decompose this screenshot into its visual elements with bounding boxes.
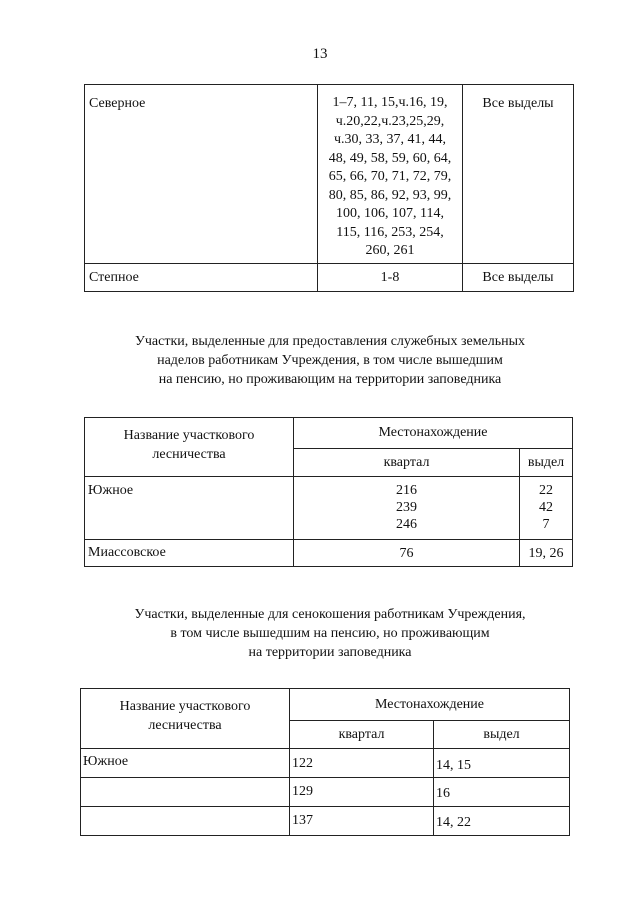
cell-vydel (434, 778, 570, 807)
header-vydel (434, 721, 570, 749)
kvartal-value: 122 (292, 756, 313, 771)
cell-kvartal (318, 85, 463, 264)
heading-line: в том числе вышедшим на пенсию, но проживающим (170, 626, 490, 641)
table-row (85, 540, 573, 567)
table-row (85, 85, 574, 264)
cell-name (85, 85, 318, 264)
kvartal-value: 76 (399, 546, 414, 561)
header-kvartal (290, 721, 434, 749)
cell-vydel (520, 540, 573, 567)
cell-name (85, 264, 318, 292)
kvartal-line: 48, 49, 58, 59, 60, 64, (328, 150, 452, 166)
cell-vydel (463, 85, 574, 264)
header-location (290, 689, 570, 721)
vydel-value: 7 (542, 517, 550, 532)
cell-kvartal (318, 264, 463, 292)
forestry-name: Северное (89, 96, 146, 111)
section-heading-service-plots (60, 332, 600, 389)
forestry-name (81, 778, 289, 781)
cell-kvartal (294, 540, 520, 567)
kvartal-value: 137 (292, 813, 313, 828)
table-service-plots (84, 417, 573, 567)
header-kvartal (294, 449, 520, 477)
cell-vydel (520, 477, 573, 540)
kvartal-line: 100, 106, 107, 114, (336, 206, 444, 221)
kvartal-line: ч.30, 33, 37, 41, 44, (333, 132, 447, 147)
header-kvartal-text: квартал (338, 726, 385, 742)
heading-line: на территории заповедника (248, 645, 412, 660)
cell-name (81, 807, 290, 836)
kvartal-value: 129 (292, 784, 313, 799)
table-row (81, 778, 570, 807)
cell-name (85, 540, 294, 567)
header-location-text: Местонахождение (378, 425, 488, 440)
cell-vydel (463, 264, 574, 292)
kvartal-line: 1–7, 11, 15,ч.16, 19, (332, 95, 448, 110)
cell-kvartal (290, 778, 434, 807)
kvartal-line: 260, 261 (365, 243, 415, 258)
header-vydel (520, 449, 573, 477)
table-haymaking-plots (80, 688, 570, 836)
cell-kvartal (294, 477, 520, 540)
vydel-value: 14, 15 (436, 758, 471, 773)
header-location-text: Местонахождение (374, 696, 484, 712)
table-row (81, 749, 570, 778)
forestry-name: Степное (89, 270, 139, 285)
kvartal-value: 1-8 (380, 270, 400, 285)
cell-kvartal (290, 807, 434, 836)
kvartal-value: 239 (396, 500, 417, 515)
header-vydel-text: выдел (483, 726, 520, 742)
table-row (85, 477, 573, 540)
kvartal-value: 216 (396, 483, 417, 498)
cell-vydel (434, 749, 570, 778)
kvartal-line: 65, 66, 70, 71, 72, 79, (328, 169, 452, 184)
heading-line: наделов работникам Учреждения, в том числе вышедшим (157, 353, 503, 368)
header-vydel-text: выдел (527, 454, 565, 470)
cell-name (81, 778, 290, 807)
kvartal-line: ч.20,22,ч.23,25,29, (335, 113, 445, 129)
vydel-value: 19, 26 (528, 546, 564, 561)
header-name (81, 689, 290, 749)
table-forestry-sections (84, 84, 574, 292)
vydel-value: Все выделы (482, 270, 554, 285)
heading-line: на пенсию, но проживающим на территории заповедника (158, 372, 502, 387)
header-name (85, 418, 294, 477)
header-name-line: лесничества (152, 447, 226, 462)
header-location (294, 418, 573, 449)
vydel-value: 16 (436, 786, 450, 801)
vydel-value: 22 (539, 483, 553, 498)
header-name-line: Название участкового (123, 428, 255, 443)
header-name-line: Название участкового (119, 699, 251, 714)
vydel-value: Все выделы (482, 96, 554, 111)
header-kvartal-text: квартал (383, 454, 430, 470)
kvartal-value: 246 (396, 517, 417, 532)
heading-line: Участки, выделенные для предоставления служебных земельных (134, 334, 526, 349)
forestry-name: Миассовское (88, 545, 166, 560)
header-name-line: лесничества (148, 718, 222, 733)
table-header-row (81, 689, 570, 721)
table-header-row (85, 418, 573, 449)
vydel-value: 42 (539, 500, 553, 515)
section-heading-haymaking-plots (60, 605, 600, 662)
vydel-value: 14, 22 (436, 815, 471, 830)
cell-kvartal (290, 749, 434, 778)
cell-name (81, 749, 290, 778)
kvartal-line: 115, 116, 253, 254, (336, 224, 444, 240)
table-row (81, 807, 570, 836)
kvartal-line: 80, 85, 86, 92, 93, 99, (328, 187, 452, 203)
cell-name (85, 477, 294, 540)
forestry-name: Южное (88, 483, 134, 498)
cell-vydel (434, 807, 570, 836)
table-row (85, 264, 574, 292)
forestry-name (81, 807, 289, 810)
page-number: 13 (312, 46, 328, 62)
forestry-name: Южное (83, 754, 129, 769)
heading-line: Участки, выделенные для сенокошения работникам Учреждения, (134, 607, 526, 622)
